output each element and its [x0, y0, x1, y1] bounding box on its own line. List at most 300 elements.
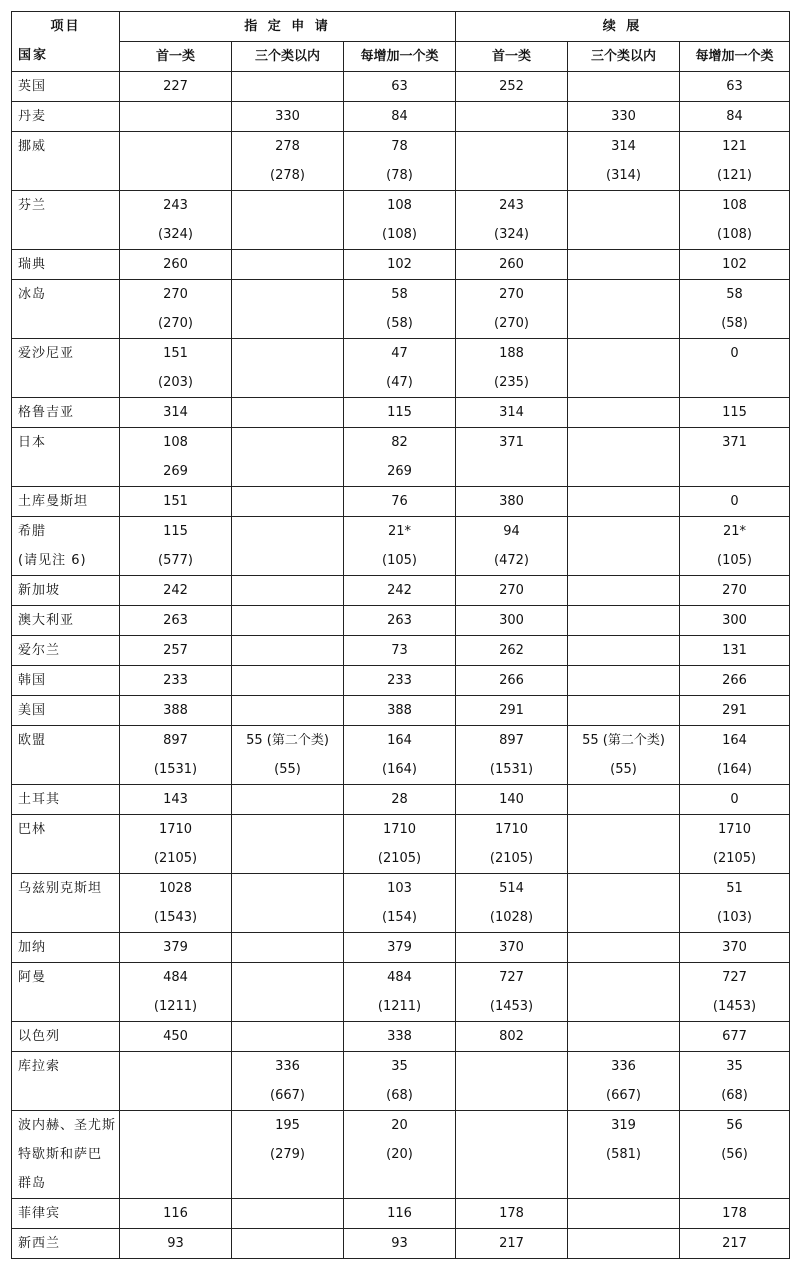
fee-value: 108 — [387, 198, 412, 213]
country-cell — [12, 963, 120, 1022]
fee-cell-designation-first-class — [120, 963, 232, 1022]
fee-value: 388 — [163, 703, 188, 718]
fee-cell-renewal-up-to-three — [568, 339, 680, 398]
fee-value: 677 — [722, 1029, 747, 1044]
country-name: 丹麦 — [18, 109, 47, 124]
fee-value: 1710 — [494, 822, 529, 837]
fee-cell-designation-each-additional — [344, 1022, 456, 1052]
fee-value: 116 — [387, 1206, 412, 1221]
fee-value: 243 — [163, 198, 188, 213]
fee-value: 102 — [387, 257, 412, 272]
fee-cell-renewal-first-class — [456, 1052, 568, 1111]
country-cell — [12, 874, 120, 933]
fee-value: 0 — [730, 494, 739, 509]
fee-cell-renewal-first-class — [456, 874, 568, 933]
header-country-label: 国家 — [18, 48, 49, 63]
fee-cell-designation-up-to-three — [232, 726, 344, 785]
fee-cell-renewal-first-class — [456, 1111, 568, 1199]
fee-cell-renewal-each-additional — [680, 874, 790, 933]
country-cell — [12, 1199, 120, 1229]
fee-value: 178 — [499, 1206, 524, 1221]
fee-value: 370 — [499, 940, 524, 955]
fee-cell-designation-each-additional — [344, 280, 456, 339]
fee-value: 269 — [387, 464, 412, 479]
country-name: 土库曼斯坦 — [18, 494, 89, 509]
country-cell — [12, 191, 120, 250]
fee-value: 727 — [499, 970, 524, 985]
fee-value: 897 — [499, 733, 524, 748]
fee-table — [11, 11, 790, 1259]
fee-cell-renewal-each-additional — [680, 726, 790, 785]
fee-value: 450 — [163, 1029, 188, 1044]
fee-cell-designation-up-to-three — [232, 428, 344, 487]
fee-value: (103) — [717, 910, 753, 925]
fee-value: 270 — [499, 583, 524, 598]
fee-cell-designation-each-additional — [344, 696, 456, 726]
fee-value: 73 — [391, 643, 408, 658]
country-name: 挪威 — [18, 139, 47, 154]
fee-cell-renewal-up-to-three — [568, 576, 680, 606]
country-cell — [12, 785, 120, 815]
fee-value: 217 — [722, 1236, 747, 1251]
country-cell — [12, 250, 120, 280]
fee-cell-renewal-up-to-three — [568, 785, 680, 815]
fee-value: (581) — [606, 1147, 641, 1162]
fee-value: 195 — [275, 1118, 300, 1133]
fee-value: 164 — [387, 733, 412, 748]
fee-cell-designation-up-to-three — [232, 280, 344, 339]
header-renewal-group: 续 展 — [456, 12, 790, 42]
fee-value: (154) — [382, 910, 417, 925]
fee-cell-renewal-each-additional — [680, 1199, 790, 1229]
fee-cell-renewal-up-to-three — [568, 874, 680, 933]
fee-value: (105) — [382, 553, 417, 568]
fee-cell-renewal-up-to-three — [568, 428, 680, 487]
header-designation-group: 指 定 申 请 — [120, 12, 456, 42]
fee-cell-renewal-first-class — [456, 1229, 568, 1259]
fee-value: 300 — [499, 613, 524, 628]
fee-value: (270) — [494, 316, 529, 331]
fee-cell-designation-each-additional — [344, 815, 456, 874]
fee-cell-renewal-up-to-three — [568, 72, 680, 102]
country-cell — [12, 517, 120, 576]
fee-value: 58 — [726, 287, 743, 302]
fee-cell-designation-first-class — [120, 933, 232, 963]
fee-value: 314 — [611, 139, 636, 154]
country-name: 以色列 — [18, 1029, 61, 1044]
fee-value: (108) — [717, 227, 753, 242]
fee-value: 35 — [391, 1059, 408, 1074]
fee-value: (577) — [158, 553, 193, 568]
fee-value: 121 — [722, 139, 747, 154]
fee-cell-renewal-first-class — [456, 576, 568, 606]
table-row — [12, 606, 790, 636]
fee-value: 93 — [391, 1236, 408, 1251]
country-cell — [12, 576, 120, 606]
fee-cell-designation-first-class — [120, 576, 232, 606]
fee-cell-designation-first-class — [120, 250, 232, 280]
fee-value: (2105) — [489, 851, 534, 866]
fee-cell-renewal-first-class — [456, 72, 568, 102]
country-cell — [12, 72, 120, 102]
fee-value: 51 — [726, 881, 743, 896]
fee-value: 115 — [722, 405, 747, 420]
fee-cell-designation-first-class — [120, 191, 232, 250]
fee-value: 388 — [387, 703, 412, 718]
fee-cell-designation-up-to-three — [232, 1022, 344, 1052]
fee-cell-designation-first-class — [120, 398, 232, 428]
country-name: 爱沙尼亚 — [18, 346, 75, 361]
fee-cell-designation-first-class — [120, 1229, 232, 1259]
fee-cell-renewal-first-class — [456, 398, 568, 428]
country-name: 美国 — [18, 703, 47, 718]
fee-cell-designation-each-additional — [344, 339, 456, 398]
fee-value: (55) — [610, 762, 637, 777]
country-cell — [12, 606, 120, 636]
fee-cell-designation-each-additional — [344, 250, 456, 280]
fee-value: 1028 — [158, 881, 193, 896]
table-row — [12, 963, 790, 1022]
country-cell — [12, 1052, 120, 1111]
fee-cell-renewal-up-to-three — [568, 666, 680, 696]
fee-value: (78) — [386, 168, 413, 183]
country-name: 爱尔兰 — [18, 643, 61, 658]
fee-value: (1531) — [489, 762, 534, 777]
fee-cell-designation-up-to-three — [232, 72, 344, 102]
fee-cell-designation-first-class — [120, 696, 232, 726]
fee-value: 338 — [387, 1029, 412, 1044]
fee-value: 330 — [611, 109, 636, 124]
fee-cell-renewal-up-to-three — [568, 398, 680, 428]
fee-value: (667) — [270, 1088, 305, 1103]
fee-value: (164) — [382, 762, 417, 777]
fee-value: 0 — [730, 346, 739, 361]
fee-value: 21* — [723, 524, 747, 539]
country-name: 韩国 — [18, 673, 47, 688]
country-cell — [12, 487, 120, 517]
fee-value: 370 — [722, 940, 747, 955]
fee-value: 131 — [722, 643, 747, 658]
fee-value: 47 — [391, 346, 408, 361]
fee-value: 291 — [499, 703, 524, 718]
fee-cell-designation-first-class — [120, 1052, 232, 1111]
country-cell — [12, 815, 120, 874]
fee-value: 266 — [722, 673, 747, 688]
fee-cell-renewal-first-class — [456, 250, 568, 280]
fee-value: 802 — [499, 1029, 524, 1044]
fee-cell-designation-each-additional — [344, 636, 456, 666]
country-cell — [12, 132, 120, 191]
country-name: 加纳 — [18, 940, 47, 955]
fee-cell-designation-each-additional — [344, 398, 456, 428]
fee-value: 93 — [167, 1236, 184, 1251]
fee-cell-designation-each-additional — [344, 933, 456, 963]
table-row — [12, 280, 790, 339]
country-cell — [12, 933, 120, 963]
fee-value: (279) — [270, 1147, 305, 1162]
fee-value: 314 — [499, 405, 524, 420]
table-row — [12, 636, 790, 666]
fee-value: 270 — [722, 583, 747, 598]
fee-value: 278 — [275, 139, 300, 154]
fee-value: 291 — [722, 703, 747, 718]
country-cell — [12, 1229, 120, 1259]
country-name: 芬兰 — [18, 198, 47, 213]
fee-value: 78 — [391, 139, 408, 154]
fee-value: (667) — [606, 1088, 641, 1103]
fee-cell-renewal-first-class — [456, 933, 568, 963]
fee-value: 140 — [499, 792, 524, 807]
fee-cell-renewal-up-to-three — [568, 726, 680, 785]
fee-value: (203) — [158, 375, 193, 390]
header-designation-up-to-three: 三个类以内 — [232, 42, 344, 72]
fee-cell-renewal-each-additional — [680, 963, 790, 1022]
fee-value: 28 — [391, 792, 408, 807]
fee-value: (1453) — [489, 999, 534, 1014]
fee-cell-renewal-each-additional — [680, 102, 790, 132]
country-name: 库拉索 — [18, 1059, 61, 1074]
fee-cell-designation-first-class — [120, 280, 232, 339]
fee-cell-designation-up-to-three — [232, 250, 344, 280]
fee-cell-renewal-first-class — [456, 132, 568, 191]
fee-value: (164) — [717, 762, 753, 777]
fee-value: (58) — [721, 316, 748, 331]
fee-value: 330 — [275, 109, 300, 124]
country-name: 瑞典 — [18, 257, 47, 272]
fee-value: 63 — [391, 79, 408, 94]
fee-cell-renewal-each-additional — [680, 487, 790, 517]
fee-value: 270 — [499, 287, 524, 302]
country-cell — [12, 696, 120, 726]
fee-cell-designation-up-to-three — [232, 487, 344, 517]
fee-cell-renewal-each-additional — [680, 132, 790, 191]
fee-cell-renewal-each-additional — [680, 191, 790, 250]
fee-value: 336 — [275, 1059, 300, 1074]
fee-cell-designation-each-additional — [344, 576, 456, 606]
fee-cell-renewal-each-additional — [680, 815, 790, 874]
fee-cell-designation-first-class — [120, 428, 232, 487]
fee-value: 263 — [387, 613, 412, 628]
country-name: 欧盟 — [18, 733, 47, 748]
fee-cell-designation-each-additional — [344, 726, 456, 785]
fee-cell-designation-first-class — [120, 1022, 232, 1052]
fee-value: (108) — [382, 227, 417, 242]
fee-cell-designation-first-class — [120, 606, 232, 636]
fee-cell-designation-first-class — [120, 666, 232, 696]
fee-cell-designation-up-to-three — [232, 636, 344, 666]
fee-cell-renewal-first-class — [456, 815, 568, 874]
fee-cell-renewal-up-to-three — [568, 191, 680, 250]
fee-value: (68) — [386, 1088, 413, 1103]
fee-cell-designation-up-to-three — [232, 576, 344, 606]
fee-value: 300 — [722, 613, 747, 628]
fee-cell-renewal-first-class — [456, 280, 568, 339]
table-row — [12, 398, 790, 428]
fee-value: (270) — [158, 316, 193, 331]
fee-cell-designation-each-additional — [344, 487, 456, 517]
fee-cell-designation-each-additional — [344, 132, 456, 191]
fee-cell-renewal-first-class — [456, 606, 568, 636]
header-item-label: 项目 — [50, 19, 81, 34]
fee-value: 1710 — [382, 822, 417, 837]
country-name: 日本 — [18, 435, 47, 450]
table-row — [12, 815, 790, 874]
country-name: (请见注 6) — [18, 553, 87, 568]
country-cell — [12, 726, 120, 785]
fee-cell-renewal-first-class — [456, 428, 568, 487]
fee-value: 0 — [730, 792, 739, 807]
fee-value: (56) — [721, 1147, 748, 1162]
fee-value: (105) — [717, 553, 753, 568]
table-row — [12, 874, 790, 933]
fee-cell-designation-each-additional — [344, 102, 456, 132]
fee-cell-designation-up-to-three — [232, 606, 344, 636]
fee-value: 266 — [499, 673, 524, 688]
fee-value: (235) — [494, 375, 529, 390]
country-name: 土耳其 — [18, 792, 61, 807]
fee-value: 371 — [499, 435, 524, 450]
fee-value: (1531) — [153, 762, 198, 777]
fee-cell-renewal-each-additional — [680, 696, 790, 726]
fee-cell-designation-each-additional — [344, 963, 456, 1022]
table-row — [12, 666, 790, 696]
fee-value: (472) — [494, 553, 529, 568]
country-cell — [12, 280, 120, 339]
fee-cell-renewal-up-to-three — [568, 280, 680, 339]
fee-value: (2105) — [153, 851, 198, 866]
fee-cell-designation-each-additional — [344, 1229, 456, 1259]
header-renewal-each-additional: 每增加一个类 — [680, 42, 790, 72]
fee-cell-designation-up-to-three — [232, 1229, 344, 1259]
country-name: 格鲁吉亚 — [18, 405, 75, 420]
country-name: 特歇斯和萨巴 — [18, 1147, 103, 1162]
fee-value: 151 — [163, 346, 188, 361]
fee-value: (1453) — [712, 999, 757, 1014]
fee-value: 20 — [391, 1118, 408, 1133]
country-name: 群岛 — [18, 1176, 47, 1191]
fee-value: 143 — [163, 792, 188, 807]
country-cell — [12, 636, 120, 666]
fee-value: 102 — [722, 257, 747, 272]
fee-cell-renewal-up-to-three — [568, 1111, 680, 1199]
table-row — [12, 132, 790, 191]
fee-cell-renewal-each-additional — [680, 606, 790, 636]
fee-cell-renewal-up-to-three — [568, 815, 680, 874]
fee-cell-renewal-each-additional — [680, 428, 790, 487]
fee-value: 1710 — [158, 822, 193, 837]
fee-value: (1211) — [153, 999, 198, 1014]
table-row — [12, 339, 790, 398]
fee-value: 371 — [722, 435, 747, 450]
fee-cell-designation-up-to-three — [232, 666, 344, 696]
fee-cell-renewal-first-class — [456, 963, 568, 1022]
fee-cell-designation-each-additional — [344, 191, 456, 250]
fee-value: 115 — [387, 405, 412, 420]
fee-cell-renewal-up-to-three — [568, 696, 680, 726]
fee-value: (47) — [386, 375, 413, 390]
fee-cell-designation-up-to-three — [232, 132, 344, 191]
fee-value: 336 — [611, 1059, 636, 1074]
fee-cell-designation-first-class — [120, 636, 232, 666]
fee-value: (1543) — [153, 910, 198, 925]
fee-value: 484 — [163, 970, 188, 985]
fee-cell-designation-up-to-three — [232, 1199, 344, 1229]
fee-cell-renewal-up-to-three — [568, 102, 680, 132]
fee-value: 233 — [163, 673, 188, 688]
fee-value: 94 — [503, 524, 520, 539]
fee-cell-renewal-up-to-three — [568, 132, 680, 191]
fee-value: 63 — [726, 79, 743, 94]
country-name: 英国 — [18, 79, 47, 94]
fee-cell-designation-up-to-three — [232, 517, 344, 576]
fee-cell-designation-up-to-three — [232, 398, 344, 428]
table-row — [12, 1111, 790, 1199]
country-name: 希腊 — [18, 524, 47, 539]
fee-cell-renewal-each-additional — [680, 339, 790, 398]
fee-cell-renewal-up-to-three — [568, 636, 680, 666]
fee-cell-renewal-each-additional — [680, 1111, 790, 1199]
table-row — [12, 72, 790, 102]
fee-cell-renewal-each-additional — [680, 785, 790, 815]
fee-value: 257 — [163, 643, 188, 658]
country-name: 波内赫、圣尤斯 — [18, 1118, 117, 1133]
fee-cell-designation-each-additional — [344, 1199, 456, 1229]
fee-value: 84 — [726, 109, 743, 124]
fee-value: 84 — [391, 109, 408, 124]
fee-value: 243 — [499, 198, 524, 213]
fee-cell-renewal-each-additional — [680, 636, 790, 666]
table-row — [12, 428, 790, 487]
fee-cell-designation-first-class — [120, 726, 232, 785]
fee-value: (121) — [717, 168, 753, 183]
fee-value: 269 — [163, 464, 188, 479]
table-row — [12, 102, 790, 132]
fee-cell-renewal-up-to-three — [568, 250, 680, 280]
fee-value: 1710 — [717, 822, 752, 837]
fee-cell-renewal-each-additional — [680, 398, 790, 428]
fee-value: 103 — [387, 881, 412, 896]
table-row — [12, 696, 790, 726]
fee-value: 897 — [163, 733, 188, 748]
fee-cell-designation-each-additional — [344, 1111, 456, 1199]
fee-cell-designation-up-to-three — [232, 339, 344, 398]
fee-cell-designation-up-to-three — [232, 696, 344, 726]
fee-cell-designation-up-to-three — [232, 785, 344, 815]
fee-cell-designation-up-to-three — [232, 815, 344, 874]
fee-value: 151 — [163, 494, 188, 509]
country-name: 新加坡 — [18, 583, 61, 598]
fee-cell-designation-first-class — [120, 132, 232, 191]
fee-cell-designation-each-additional — [344, 72, 456, 102]
header-corner-cell — [12, 12, 120, 72]
fee-cell-designation-each-additional — [344, 874, 456, 933]
fee-value: 227 — [163, 79, 188, 94]
fee-value: 116 — [163, 1206, 188, 1221]
fee-cell-renewal-up-to-three — [568, 517, 680, 576]
fee-value: 82 — [391, 435, 408, 450]
fee-value: 56 — [726, 1118, 743, 1133]
fee-value: 270 — [163, 287, 188, 302]
table-row — [12, 576, 790, 606]
fee-cell-renewal-up-to-three — [568, 963, 680, 1022]
fee-value: (278) — [270, 168, 305, 183]
fee-cell-renewal-first-class — [456, 1022, 568, 1052]
fee-value: (2105) — [377, 851, 422, 866]
fee-value: 314 — [163, 405, 188, 420]
fee-value: 108 — [163, 435, 188, 450]
fee-value: 242 — [387, 583, 412, 598]
fee-cell-renewal-first-class — [456, 191, 568, 250]
